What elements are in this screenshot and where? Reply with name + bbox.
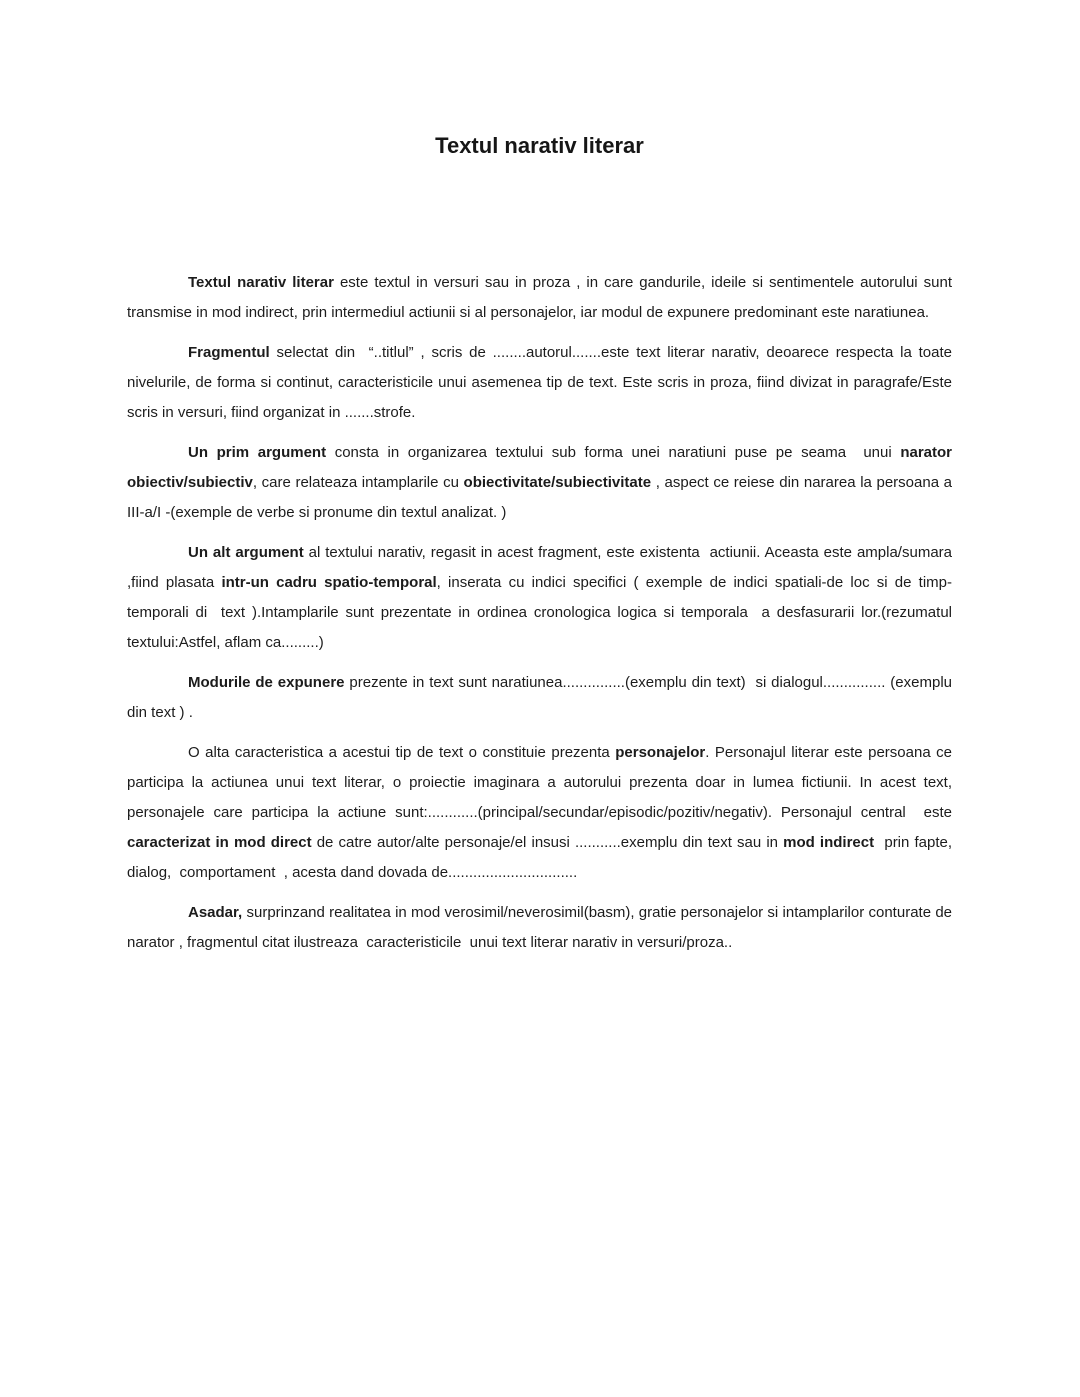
text-run: surprinzand realitatea in mod verosimil/neverosimil(basm), gratie personajelor si intamplarilor conturate de narator , fragmentul citat ilustreaza caracteristicile unui text literar narativ in versuri/proza.. — [127, 904, 952, 951]
bold-run: mod indirect — [783, 834, 875, 851]
text-run: prezente in text sunt naratiunea...............(exemplu din text) si dialogul............... (exemplu din text ) . — [127, 674, 952, 721]
bold-run: Un alt argument — [188, 544, 304, 561]
bold-run: Textul narativ literar — [188, 274, 334, 291]
bold-run: Modurile de expunere — [188, 674, 345, 691]
bold-run: obiectivitate/subiectivitate — [463, 474, 652, 491]
document-body — [127, 268, 952, 958]
text-run: consta in organizarea textului sub forma unei naratiuni puse pe seama unui — [326, 444, 901, 461]
paragraph — [127, 338, 952, 428]
text-run: , aspect ce reiese din nararea la persoana a III-a/I -(exemple de verbe si pronume din textul analizat. ) — [127, 474, 952, 521]
bold-run: intr-un cadru spatio-temporal — [221, 574, 437, 591]
text-run: al textului narativ, regasit in acest fragment, este existenta actiunii. Aceasta este ampla/sumara ,fiind plasata — [127, 544, 952, 591]
paragraph — [127, 538, 952, 658]
text-run: prin fapte, dialog, comportament , acesta dand dovada de............................... — [127, 834, 953, 881]
document-title: Textul narativ literar — [435, 133, 644, 158]
paragraph — [127, 738, 952, 888]
text-run: . Personajul literar este persoana ce participa la actiunea unui text literar, o proiectie imaginara a autorului prezenta doar in lumea fictiunii. In acest text, personajele care participa la actiune sunt:............(principal/secundar/episodic/pozitiv/negativ). Personajul central este — [127, 744, 952, 821]
paragraph — [127, 898, 952, 958]
text-run: , care relateaza intamplarile cu — [252, 474, 464, 491]
text-run: de catre autor/alte personaje/el insusi ...........exemplu din text sau in — [311, 834, 784, 851]
text-run: , inserata cu indici specifici ( exemple de indici spatiali-de loc si de timp-temporali di text ).Intamplarile sunt prezentate in ordinea cronologica logica si temporala a desfasurarii lor.(rezumatul textului:Astfel, aflam ca.........) — [127, 574, 952, 651]
bold-run: narator obiectiv/subiectiv — [127, 444, 952, 491]
text-run: O alta caracteristica a acestui tip de text o constituie prezenta — [188, 744, 616, 761]
text-run: selectat din “..titlul” , scris de ........autorul.......este text literar narativ, deoarece respecta la toate nivelurile, de forma si continut, caracteristicile unui asemenea tip de text. Este scris in proza, fiind divizat in paragrafe/Este scris in versuri, fiind organizat in .......strofe. — [127, 344, 952, 421]
paragraph — [127, 268, 952, 328]
paragraph — [127, 438, 952, 528]
bold-run: caracterizat in mod direct — [127, 834, 312, 851]
bold-run: personajelor — [615, 744, 706, 761]
paragraph — [127, 668, 952, 728]
bold-run: Un prim argument — [188, 444, 327, 461]
text-run: este textul in versuri sau in proza , in care gandurile, ideile si sentimentele autorului sunt transmise in mod indirect, prin intermediul actiunii si al personajelor, iar modul de expunere predominant este naratiunea. — [127, 274, 952, 321]
bold-run: Asadar, — [188, 904, 243, 921]
bold-run: Fragmentul — [188, 344, 270, 361]
